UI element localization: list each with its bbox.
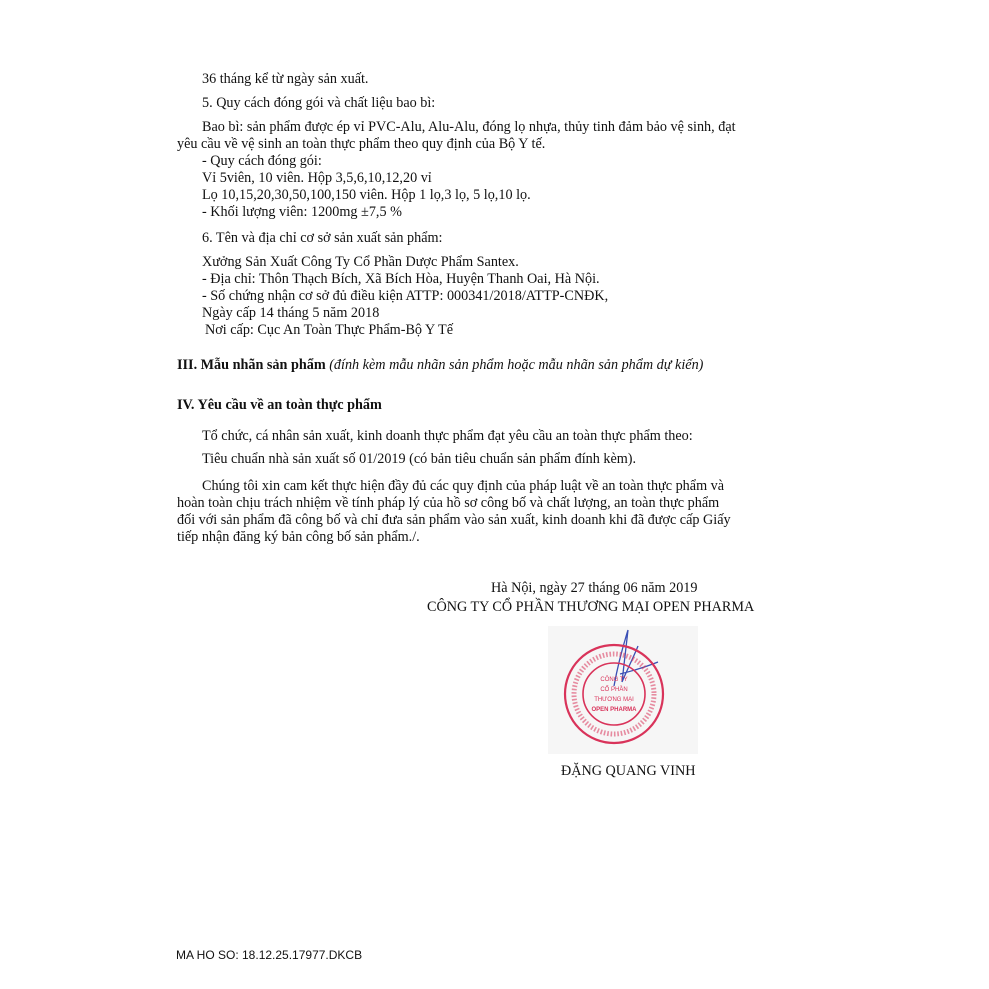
body-line: Bao bì: sản phẩm được ép vỉ PVC-Alu, Alu-Alu, đóng lọ nhựa, thủy tinh đảm bảo vệ sinh, đạt <box>202 119 736 135</box>
commitment-line: đối với sản phẩm đã công bố và chỉ đưa sản phẩm vào sản xuất, kinh doanh khi đã được cấp Giấy <box>177 512 731 528</box>
body-line: Vỉ 5viên, 10 viên. Hộp 3,5,6,10,12,20 vỉ <box>202 170 432 186</box>
seal-text-line: CỔ PHẦN <box>600 687 628 693</box>
section-3-title: III. Mẫu nhãn sản phẩm <box>177 357 326 373</box>
commitment-line: tiếp nhận đăng ký bản công bố sản phẩm./. <box>177 529 420 545</box>
body-line: - Địa chỉ: Thôn Thạch Bích, Xã Bích Hòa, Huyện Thanh Oai, Hà Nội. <box>202 271 600 287</box>
subsection-5-title: 5. Quy cách đóng gói và chất liệu bao bì: <box>202 95 436 111</box>
body-line: Xưởng Sản Xuất Công Ty Cổ Phần Dược Phẩm Santex. <box>202 254 519 270</box>
body-line: - Quy cách đóng gói: <box>202 153 322 169</box>
body-line: Tiêu chuẩn nhà sản xuất số 01/2019 (có bản tiêu chuẩn sản phẩm đính kèm). <box>202 451 637 467</box>
body-line: Ngày cấp 14 tháng 5 năm 2018 <box>202 305 380 321</box>
seal-ring-text-icon <box>574 654 654 734</box>
seal-text-line: CÔNG TY <box>600 677 628 683</box>
company-seal <box>548 626 698 754</box>
section-3-note: (đính kèm mẫu nhãn sản phẩm hoặc mẫu nhãn sản phẩm dự kiến) <box>329 357 704 373</box>
body-line: - Khối lượng viên: 1200mg ±7,5 % <box>202 204 402 220</box>
subsection-6-title: 6. Tên và địa chỉ cơ sở sản xuất sản phẩm: <box>202 230 443 246</box>
seal-outer-ring-icon <box>565 645 663 743</box>
body-line: 36 tháng kể từ ngày sản xuất. <box>202 71 369 87</box>
seal-graphic <box>548 626 698 754</box>
body-line: Lọ 10,15,20,30,50,100,150 viên. Hộp 1 lọ,3 lọ, 5 lọ,10 lọ. <box>202 187 531 203</box>
signature-company: CÔNG TY CỔ PHẦN THƯƠNG MẠI OPEN PHARMA <box>427 599 755 615</box>
body-line: Tổ chức, cá nhân sản xuất, kinh doanh thực phẩm đạt yêu cầu an toàn thực phẩm theo: <box>202 428 693 444</box>
signer-name: ĐẶNG QUANG VINH <box>561 763 696 779</box>
seal-text-line: OPEN PHARMA <box>591 707 637 713</box>
seal-inner-ring-icon <box>583 663 645 725</box>
body-line: Nơi cấp: Cục An Toàn Thực Phẩm-Bộ Y Tế <box>205 322 453 338</box>
commitment-line: hoàn toàn chịu trách nhiệm về tính pháp lý của hồ sơ công bố và chất lượng, an toàn thực phẩm <box>177 495 720 511</box>
section-3-heading <box>177 357 703 373</box>
commitment-line: Chúng tôi xin cam kết thực hiện đầy đủ các quy định của pháp luật về an toàn thực phẩm và <box>202 478 725 494</box>
body-line: - Số chứng nhận cơ sở đủ điều kiện ATTP: 000341/2018/ATTP-CNĐK, <box>202 288 609 304</box>
signature-date: Hà Nội, ngày 27 tháng 06 năm 2019 <box>491 580 698 596</box>
file-code: MA HO SO: 18.12.25.17977.DKCB <box>176 948 363 962</box>
seal-text-line: THƯƠNG MẠI <box>594 697 634 703</box>
section-4-heading: IV. Yêu cầu về an toàn thực phẩm <box>177 397 382 413</box>
body-line: yêu cầu về vệ sinh an toàn thực phẩm theo quy định của Bộ Y tế. <box>177 136 546 152</box>
